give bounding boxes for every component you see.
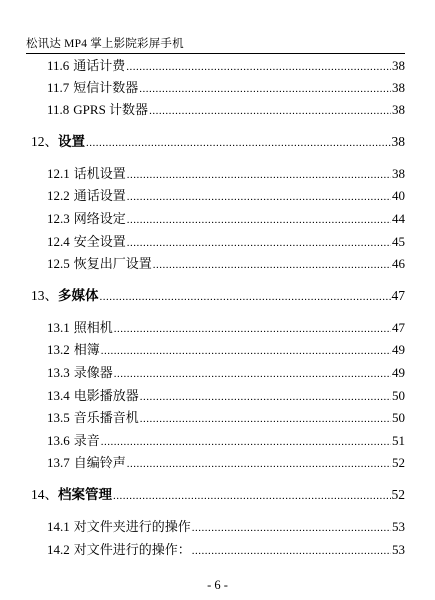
toc-entry [47, 455, 405, 471]
toc-entry-title: 网络设定 [73, 211, 126, 226]
toc-entry-page: 47 [391, 288, 405, 303]
toc-entry [47, 256, 405, 272]
toc-entry-number: 14.1 [47, 519, 70, 534]
toc-entry-page: 52 [391, 487, 405, 502]
toc-entry [47, 542, 405, 558]
toc-entry-title: 音乐播音机 [73, 410, 139, 425]
toc-entry-page: 44 [392, 211, 405, 226]
toc-entry [47, 388, 405, 404]
toc-entry [47, 58, 405, 74]
toc-entry-title: 恢复出厂设置 [73, 256, 152, 271]
toc-entry-number: 12.2 [47, 188, 70, 203]
toc-entry-page: 49 [392, 365, 405, 380]
toc-entry-title: 安全设置 [73, 234, 126, 249]
toc-entry-number: 13.1 [47, 320, 70, 335]
dot-leader [86, 135, 391, 151]
toc-entry-page: 51 [392, 433, 405, 448]
toc-entry-title: 通话设置 [73, 188, 126, 203]
toc-entry-title: 短信计数器 [73, 80, 139, 95]
toc-entry [47, 166, 405, 182]
dot-leader [114, 321, 391, 337]
toc-entry-title: 电影播放器 [73, 388, 139, 403]
toc-entry-number: 13.4 [47, 388, 70, 403]
toc-entry-number: 12.5 [47, 256, 70, 271]
dot-leader [127, 212, 391, 228]
toc-entry-title: GPRS 计数器 [73, 102, 149, 117]
toc-entry-number: 14.2 [47, 542, 70, 557]
dot-leader [140, 411, 391, 427]
toc-entry-title: 录像器 [73, 365, 113, 380]
toc-entry-title: 通话计费 [73, 58, 126, 73]
toc-entry-page: 45 [392, 234, 405, 249]
toc-chapter-entry [31, 134, 405, 150]
toc-entry-page: 38 [392, 80, 405, 95]
toc-entry-title: 设置 [58, 134, 85, 149]
toc-entry [47, 234, 405, 250]
toc-entry-number: 11.6 [47, 58, 70, 73]
toc-entry-title: 档案管理 [58, 487, 112, 502]
dot-leader [114, 366, 391, 382]
toc-entry-title: 对文件进行的操作： [73, 542, 191, 557]
dot-leader [192, 543, 391, 559]
toc-entry-page: 53 [392, 542, 405, 557]
toc-entry-title: 多媒体 [58, 288, 99, 303]
toc-entry-page: 46 [392, 256, 405, 271]
toc-entry [47, 365, 405, 381]
toc-entry-title: 对文件夹进行的操作 [73, 519, 191, 534]
toc-entry-number: 13、 [31, 288, 58, 303]
toc-entry-page: 47 [392, 320, 405, 335]
dot-leader [140, 389, 391, 405]
toc-entry [47, 80, 405, 96]
toc-entry-number: 12.1 [47, 166, 70, 181]
toc-entry [47, 410, 405, 426]
toc-entry-page: 38 [392, 58, 405, 73]
dot-leader [127, 189, 391, 205]
toc-entry-page: 53 [392, 519, 405, 534]
toc-entry-number: 12.3 [47, 211, 70, 226]
dot-leader [100, 289, 391, 305]
dot-leader [149, 103, 391, 119]
toc-entry-number: 13.2 [47, 342, 70, 357]
toc-entry-title: 自编铃声 [73, 455, 126, 470]
toc-entry-title: 话机设置 [73, 166, 126, 181]
toc-entry-page: 52 [392, 455, 405, 470]
toc-chapter-entry [31, 487, 405, 503]
toc-entry-number: 11.8 [47, 102, 70, 117]
dot-leader [139, 81, 391, 97]
toc-entry-number: 12、 [31, 134, 58, 149]
toc-entry-title: 相簿 [73, 342, 100, 357]
toc-entry [47, 102, 405, 118]
toc-entry-page: 50 [392, 410, 405, 425]
dot-leader [127, 167, 391, 183]
dot-leader [127, 456, 391, 472]
dot-leader [126, 59, 391, 75]
dot-leader [192, 520, 391, 536]
toc-entry-number: 13.6 [47, 433, 70, 448]
toc-entry-page: 38 [392, 166, 405, 181]
running-header: 松讯达 MP4 掌上影院彩屏手机 [26, 38, 184, 50]
toc-entry [47, 211, 405, 227]
dot-leader [153, 257, 391, 273]
toc-entry-number: 13.3 [47, 365, 70, 380]
toc-entry-page: 50 [392, 388, 405, 403]
toc-entry-number: 11.7 [47, 80, 70, 95]
toc-entry-page: 38 [391, 134, 405, 149]
toc-entry-title: 照相机 [73, 320, 113, 335]
toc-entry-page: 38 [392, 102, 405, 117]
toc-entry-number: 14、 [31, 487, 58, 502]
toc-entry [47, 519, 405, 535]
toc-entry-page: 49 [392, 342, 405, 357]
dot-leader [101, 343, 391, 359]
page-number: - 6 - [207, 578, 228, 592]
toc-entry-number: 13.5 [47, 410, 70, 425]
dot-leader [113, 488, 391, 504]
toc-chapter-entry [31, 288, 405, 304]
toc-entry [47, 188, 405, 204]
toc-entry [47, 320, 405, 336]
toc-entry-title: 录音 [73, 433, 100, 448]
toc-entry [47, 342, 405, 358]
toc-entry [47, 433, 405, 449]
dot-leader [101, 434, 391, 450]
toc-entry-page: 40 [392, 188, 405, 203]
toc-entry-number: 13.7 [47, 455, 70, 470]
toc-entry-number: 12.4 [47, 234, 70, 249]
dot-leader [127, 235, 391, 251]
